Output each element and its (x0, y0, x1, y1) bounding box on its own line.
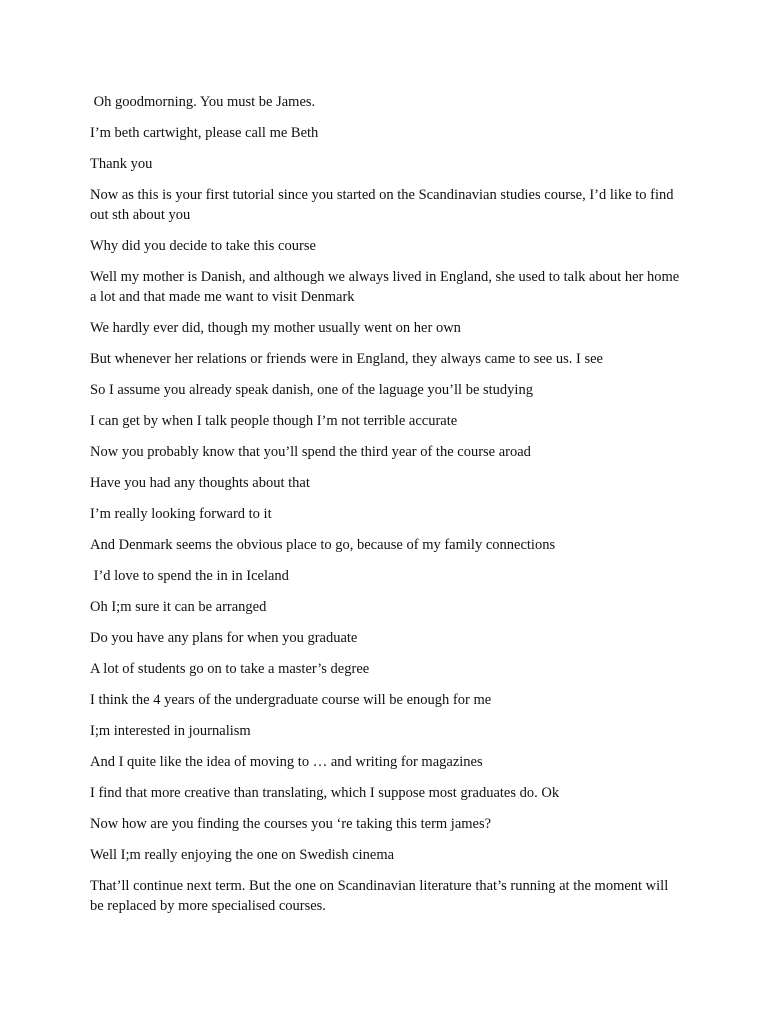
paragraph: Well I;m really enjoying the one on Swedish cinema (90, 847, 395, 863)
paragraph: Oh I;m sure it can be arranged (90, 599, 267, 615)
paragraph: But whenever her relations or friends were in England, they always came to see us. I see (90, 351, 603, 367)
paragraph: Now as this is your first tutorial since you started on the Scandinavian studies course, I’d like to find out sth about you (90, 187, 678, 223)
paragraph: Why did you decide to take this course (90, 238, 316, 254)
paragraph: Well my mother is Danish, and although we always lived in England, she used to talk about her home a lot and that made me want to visit Denmark (90, 269, 683, 305)
paragraph: So I assume you already speak danish, one of the laguage you’ll be studying (90, 382, 533, 398)
paragraph: Thank you (90, 156, 153, 172)
paragraph: Oh goodmorning. You must be James. (90, 94, 316, 110)
paragraph: Now how are you finding the courses you ‘re taking this term james? (90, 816, 492, 832)
paragraph: I;m interested in journalism (90, 723, 251, 739)
paragraph: And Denmark seems the obvious place to go, because of my family connections (90, 537, 556, 553)
paragraph: I’m beth cartwight, please call me Beth (90, 125, 319, 141)
paragraph: A lot of students go on to take a master’s degree (90, 661, 370, 677)
paragraph: I can get by when I talk people though I’m not terrible accurate (90, 413, 458, 429)
paragraph: I’d love to spend the in in Iceland (90, 568, 289, 584)
paragraph: We hardly ever did, though my mother usually went on her own (90, 320, 461, 336)
paragraph: Do you have any plans for when you graduate (90, 630, 358, 646)
paragraph: I’m really looking forward to it (90, 506, 272, 522)
paragraph: That’ll continue next term. But the one on Scandinavian literature that’s running at the moment will be replaced by more specialised courses. (90, 878, 672, 914)
paragraph: I think the 4 years of the undergraduate course will be enough for me (90, 692, 492, 708)
document-body (90, 92, 683, 927)
paragraph: Have you had any thoughts about that (90, 475, 310, 491)
paragraph: I find that more creative than translating, which I suppose most graduates do. Ok (90, 785, 560, 801)
paragraph: Now you probably know that you’ll spend the third year of the course aroad (90, 444, 531, 460)
paragraph: And I quite like the idea of moving to … and writing for magazines (90, 754, 483, 770)
